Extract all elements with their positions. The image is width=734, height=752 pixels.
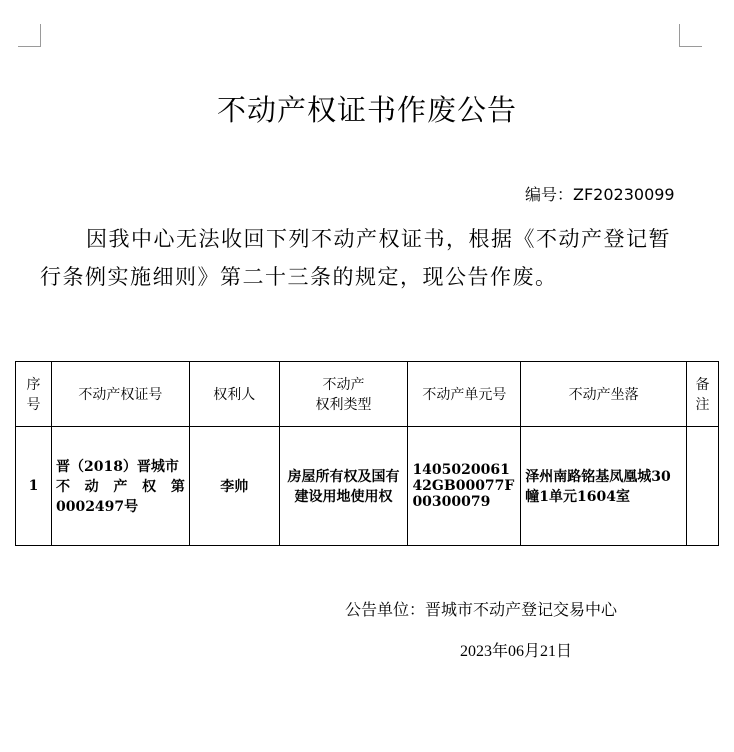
header-cert-no: 不动产权证号: [51, 362, 189, 427]
cell-seq: 1: [16, 427, 52, 546]
cell-cert-no-line3: 0002497号: [55, 499, 139, 515]
header-right-type-line2: 权利类型: [315, 397, 372, 413]
table-row: [16, 427, 719, 546]
table-header-row: [16, 362, 719, 427]
header-seq: 序号: [16, 362, 52, 427]
header-holder: 权利人: [189, 362, 279, 427]
cell-unit-no: 140502006142GB00077F00300079: [408, 427, 521, 546]
certificate-table: [15, 361, 719, 546]
cell-holder: 李帅: [189, 427, 279, 546]
cell-cert-no-line1: 晋（2018）晋城市: [55, 459, 179, 475]
issuer-line: 公告单位：晋城市不动产登记交易中心: [345, 600, 618, 619]
notice-paragraph: 因我中心无法收回下列不动产权证书，根据《不动产登记暂行条例实施细则》第二十三条的规定，现公告作废。: [40, 227, 671, 289]
header-unit-no: 不动产单元号: [408, 362, 521, 427]
page-corner-mark-top-left: [18, 24, 41, 47]
header-right-type: [279, 362, 408, 427]
serial-number: 编号：ZF20230099: [525, 185, 675, 204]
header-right-type-line1: 不动产: [322, 377, 365, 393]
cell-right-type: 房屋所有权及国有建设用地使用权: [279, 427, 408, 546]
page-corner-mark-top-right: [679, 24, 702, 47]
cell-cert-no-line2: 不 动 产 权 第: [55, 479, 185, 495]
header-remark: 备注: [686, 362, 718, 427]
cell-location: 泽州南路铭基凤凰城30幢1单元1604室: [521, 427, 687, 546]
cell-remark: [686, 427, 718, 546]
notice-date: 2023年06月21日: [460, 643, 573, 660]
header-location: 不动产坐落: [521, 362, 687, 427]
cell-cert-no: [51, 427, 189, 546]
document-title: 不动产权证书作废公告: [216, 93, 517, 127]
